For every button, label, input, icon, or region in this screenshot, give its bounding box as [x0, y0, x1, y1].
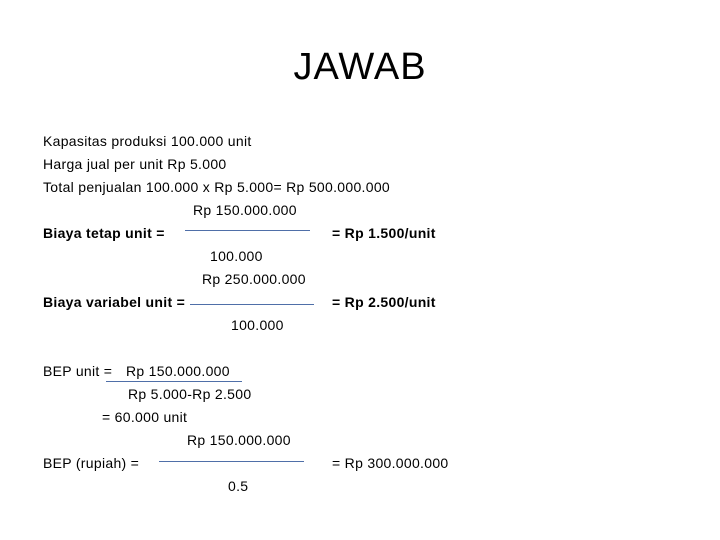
fixed-cost-fraction-bar: [185, 230, 310, 231]
bep-unit-fraction-bar: [106, 381, 242, 382]
total-sales-line: Total penjualan 100.000 x Rp 5.000= Rp 500.000.000: [43, 179, 390, 195]
bep-rupiah-label: BEP (rupiah) =: [43, 455, 140, 471]
variable-cost-result: = Rp 2.500/unit: [332, 294, 436, 310]
variable-cost-numerator: Rp 250.000.000: [202, 271, 306, 287]
fixed-cost-label: Biaya tetap unit =: [43, 225, 165, 241]
variable-cost-denominator: 100.000: [231, 317, 284, 333]
fixed-cost-numerator: Rp 150.000.000: [193, 202, 297, 218]
variable-cost-label: Biaya variabel unit =: [43, 294, 186, 310]
fixed-cost-result: = Rp 1.500/unit: [332, 225, 436, 241]
bep-unit-label: BEP unit =: [43, 363, 113, 379]
bep-unit-result: = 60.000 unit: [102, 409, 188, 425]
fixed-cost-denominator: 100.000: [210, 248, 263, 264]
bep-rupiah-result: = Rp 300.000.000: [332, 455, 449, 471]
capacity-line: Kapasitas produksi 100.000 unit: [43, 133, 252, 149]
variable-cost-fraction-bar: [190, 304, 314, 305]
price-line: Harga jual per unit Rp 5.000: [43, 156, 227, 172]
bep-rupiah-numerator: Rp 150.000.000: [187, 432, 291, 448]
page-title: JAWAB: [293, 46, 427, 88]
bep-unit-numerator: Rp 150.000.000: [126, 363, 230, 379]
bep-rupiah-fraction-bar: [159, 461, 304, 462]
bep-unit-denominator: Rp 5.000-Rp 2.500: [128, 386, 252, 402]
bep-rupiah-denominator: 0.5: [228, 478, 249, 494]
